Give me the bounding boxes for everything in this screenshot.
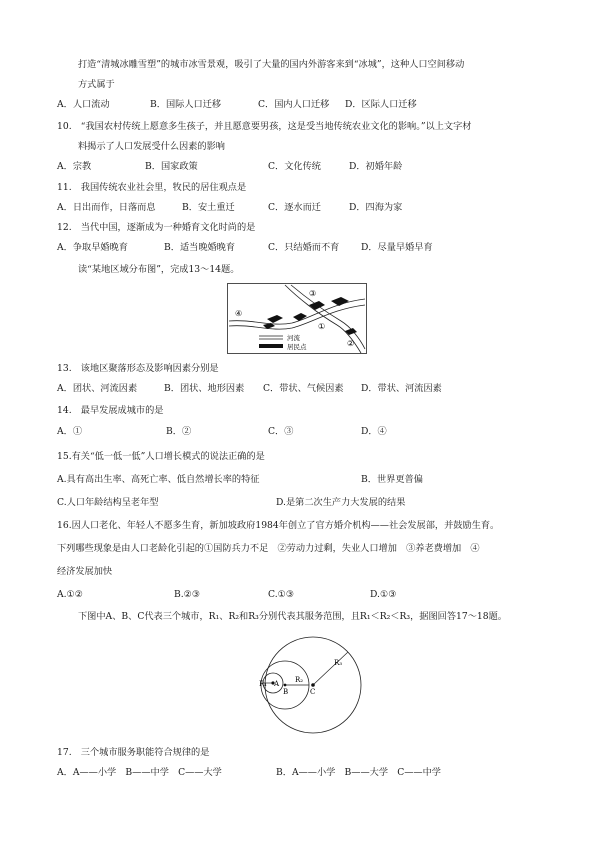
q9-stem-line2: 方式属于	[78, 79, 115, 90]
q16-option-d: D.①③	[370, 589, 397, 600]
map-label-1: ①	[318, 322, 326, 331]
q15-stem: 15.有关“低一低一低”人口增长模式的说法正确的是	[57, 451, 265, 462]
q15-option-a: A.具有高出生率、高死亡率、低自然增长率的特征	[57, 474, 260, 485]
q12-option-b: B．适当晚婚晚育	[164, 242, 236, 253]
q16-option-c: C.①③	[268, 589, 295, 600]
q13-stem: 13. 该地区聚落形态及影响因素分别是	[57, 363, 219, 374]
q16-option-b: B.②③	[174, 589, 201, 600]
point-c-label: C	[310, 688, 316, 696]
q10-option-c: C．文化传统	[268, 161, 321, 172]
q14-option-d: D．④	[361, 426, 387, 437]
q11-option-c: C．逐水而迁	[268, 202, 321, 213]
point-a-label: A	[274, 680, 280, 688]
q15-option-b: B．世界更普偏	[361, 474, 423, 485]
q12-option-c: C．只结婚而不育	[268, 242, 340, 253]
q10-option-a: A．宗教	[57, 161, 92, 172]
q9-stem-line1: 打造“清城冰雕雪塑”的城市冰雪景观，吸引了大量的国内外游客来到“冰城”，这种人口空间移动	[78, 59, 465, 70]
q11-option-a: A．日出而作，日落而息	[57, 202, 156, 213]
q17-option-a: A．A——小学 B——中学 C——大学	[57, 767, 222, 778]
map-label-2: ②	[347, 339, 355, 348]
q11-option-b: B．安土重迁	[182, 202, 235, 213]
q11-option-d: D．四海为家	[349, 202, 403, 213]
q13-option-c: C．带状、气候因素	[263, 383, 344, 394]
q13-option-b: B．团状、地形因素	[164, 383, 245, 394]
q9-option-b: B．国际人口迁移	[150, 99, 222, 110]
q9-option-d: D．区际人口迁移	[345, 99, 417, 110]
q15-option-d: D.是第二次生产力大发展的结果	[276, 497, 406, 508]
legend-river: 河流	[287, 334, 300, 342]
q10-stem-line1: 10. “我国农村传统上愿意多生孩子，并且愿意要男孩，这是受当地传统农业文化的影响。”以上文字材	[57, 121, 472, 132]
map-label-3: ③	[309, 289, 317, 298]
q9-option-c: C．国内人口迁移	[258, 99, 330, 110]
service-range-diagram	[255, 633, 385, 735]
radius-r1-label: R₁	[259, 680, 268, 688]
region-map	[227, 283, 367, 354]
q12-stem: 12. 当代中国，逐渐成为一种婚育文化时尚的是	[57, 222, 256, 233]
legend-settlement: 居民点	[287, 343, 307, 351]
q16-option-a: A.①②	[57, 589, 84, 600]
map-label-4: ④	[235, 309, 243, 318]
radius-r3-label: R₃	[334, 659, 343, 667]
q12-option-a: A．争取早婚晚育	[57, 242, 128, 253]
q16-stem-line3: 经济发展加快	[57, 566, 113, 577]
intro-17-18: 下图中A、B、C代表三个城市，R₁、R₂和R₃分别代表其服务范围，且R₁＜R₂＜R₃，据图回答17～18题。	[78, 611, 507, 622]
q14-option-c: C．③	[268, 426, 294, 437]
q12-option-d: D．尽量早婚早育	[361, 242, 433, 253]
q10-stem-line2: 料揭示了人口发展受什么因素的影响	[78, 141, 225, 152]
q13-option-d: D．带状、河流因素	[361, 383, 442, 394]
q14-option-a: A．①	[57, 426, 83, 437]
q16-stem-line2: 下列哪些现象是由人口老龄化引起的①国防兵力不足 ②劳动力过剩，失业人口增加 ③养老费增加 ④	[57, 543, 480, 554]
q16-stem-line1: 16.因人口老化、年轻人不愿多生育，新加坡政府1984年创立了官方婚介机构——社会发展部，并鼓励生育。	[57, 520, 500, 531]
radius-r2-label: R₂	[295, 676, 304, 684]
point-b-label: B	[283, 688, 289, 696]
q15-option-c: C.人口年龄结构呈老年型	[57, 497, 159, 508]
q13-option-a: A．团状、河流因素	[57, 383, 138, 394]
q17-stem: 17. 三个城市服务职能符合规律的是	[57, 747, 210, 758]
q9-option-a: A．人口流动	[57, 99, 110, 110]
q17-option-b: B．A——小学 B——大学 C——中学	[276, 767, 441, 778]
q14-option-b: B．②	[166, 426, 192, 437]
intro-13-14: 读“某地区域分布图”，完成13～14题。	[78, 264, 240, 275]
q14-stem: 14. 最早发展成城市的是	[57, 405, 164, 416]
q11-stem: 11. 我国传统农业社会里，牧民的居住观点是	[57, 182, 247, 193]
q10-option-d: D．初婚年龄	[349, 161, 403, 172]
q10-option-b: B．国家政策	[145, 161, 198, 172]
